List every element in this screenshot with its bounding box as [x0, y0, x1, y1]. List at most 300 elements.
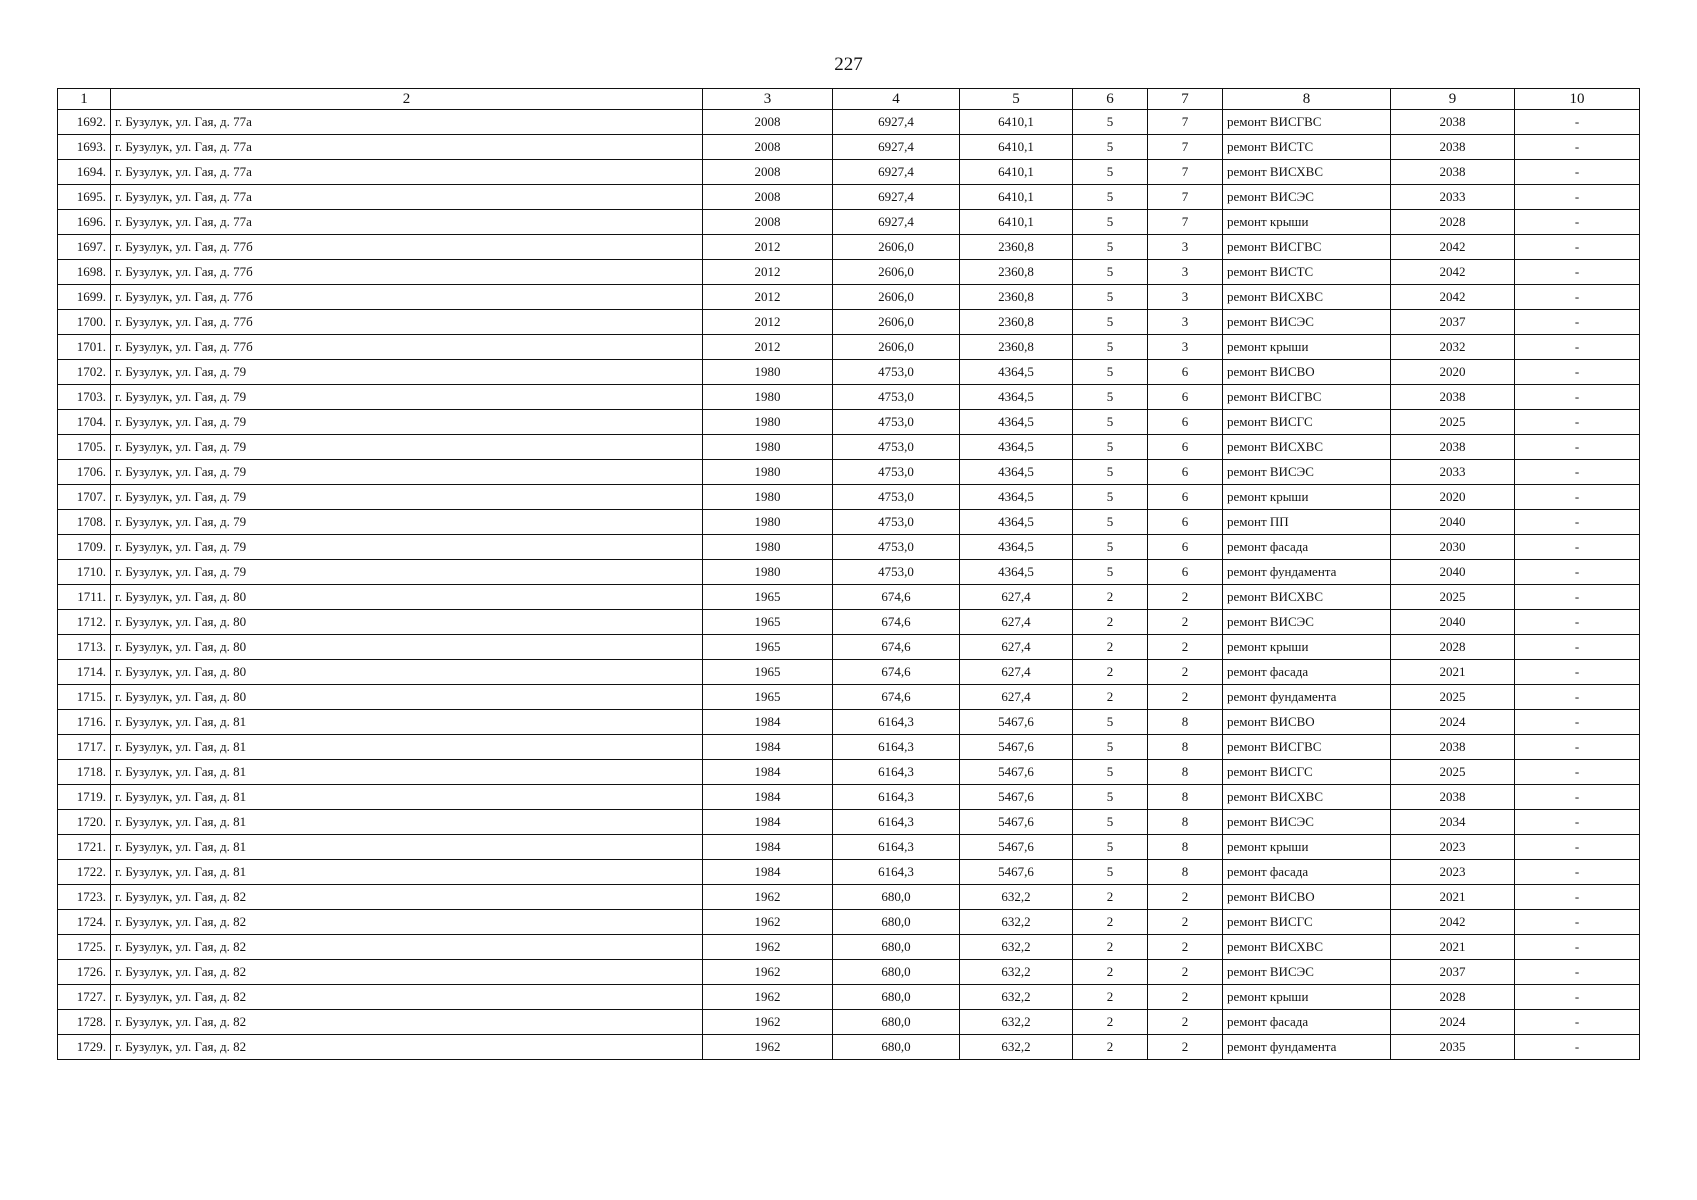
work-type-cell: ремонт ВИСВО	[1223, 885, 1391, 910]
table-row	[58, 785, 1640, 810]
row-number-cell: 1717.	[58, 735, 111, 760]
note-cell: -	[1515, 735, 1640, 760]
row-number-cell: 1713.	[58, 635, 111, 660]
address-cell: г. Бузулук, ул. Гая, д. 77б	[111, 310, 703, 335]
note-cell: -	[1515, 685, 1640, 710]
floors-cell: 2	[1073, 985, 1148, 1010]
year-cell: 2012	[703, 235, 833, 260]
table-row	[58, 660, 1640, 685]
table-row	[58, 985, 1640, 1010]
row-number-cell: 1711.	[58, 585, 111, 610]
total-area-cell: 6164,3	[833, 760, 960, 785]
row-number-cell: 1718.	[58, 760, 111, 785]
entrances-cell: 6	[1148, 460, 1223, 485]
year-cell: 2008	[703, 185, 833, 210]
table-row	[58, 760, 1640, 785]
table-row	[58, 810, 1640, 835]
address-cell: г. Бузулук, ул. Гая, д. 77а	[111, 185, 703, 210]
table-row	[58, 735, 1640, 760]
living-area-cell: 4364,5	[960, 435, 1073, 460]
address-cell: г. Бузулук, ул. Гая, д. 77а	[111, 210, 703, 235]
address-cell: г. Бузулук, ул. Гая, д. 79	[111, 510, 703, 535]
row-number-cell: 1728.	[58, 1010, 111, 1035]
floors-cell: 5	[1073, 160, 1148, 185]
living-area-cell: 632,2	[960, 985, 1073, 1010]
table-row	[58, 185, 1640, 210]
total-area-cell: 6164,3	[833, 785, 960, 810]
floors-cell: 5	[1073, 210, 1148, 235]
living-area-cell: 5467,6	[960, 835, 1073, 860]
table-row	[58, 385, 1640, 410]
total-area-cell: 674,6	[833, 585, 960, 610]
row-number-cell: 1694.	[58, 160, 111, 185]
planned-year-cell: 2038	[1391, 435, 1515, 460]
living-area-cell: 627,4	[960, 635, 1073, 660]
year-cell: 1980	[703, 485, 833, 510]
address-cell: г. Бузулук, ул. Гая, д. 77а	[111, 110, 703, 135]
work-type-cell: ремонт ВИСГВС	[1223, 735, 1391, 760]
planned-year-cell: 2033	[1391, 185, 1515, 210]
note-cell: -	[1515, 110, 1640, 135]
column-header-1: 1	[58, 89, 111, 110]
note-cell: -	[1515, 910, 1640, 935]
year-cell: 1962	[703, 1010, 833, 1035]
address-cell: г. Бузулук, ул. Гая, д. 80	[111, 685, 703, 710]
address-cell: г. Бузулук, ул. Гая, д. 82	[111, 1035, 703, 1060]
address-cell: г. Бузулук, ул. Гая, д. 81	[111, 760, 703, 785]
work-type-cell: ремонт ВИСГВС	[1223, 385, 1391, 410]
table-body	[58, 110, 1640, 1060]
table-row	[58, 885, 1640, 910]
living-area-cell: 5467,6	[960, 735, 1073, 760]
living-area-cell: 5467,6	[960, 860, 1073, 885]
table-row	[58, 935, 1640, 960]
table-row	[58, 1035, 1640, 1060]
year-cell: 1965	[703, 685, 833, 710]
planned-year-cell: 2028	[1391, 635, 1515, 660]
work-type-cell: ремонт ВИСГВС	[1223, 235, 1391, 260]
living-area-cell: 627,4	[960, 685, 1073, 710]
planned-year-cell: 2037	[1391, 960, 1515, 985]
row-number-cell: 1702.	[58, 360, 111, 385]
living-area-cell: 2360,8	[960, 260, 1073, 285]
planned-year-cell: 2042	[1391, 260, 1515, 285]
total-area-cell: 680,0	[833, 1035, 960, 1060]
work-type-cell: ремонт крыши	[1223, 635, 1391, 660]
total-area-cell: 2606,0	[833, 260, 960, 285]
work-type-cell: ремонт фасада	[1223, 860, 1391, 885]
entrances-cell: 6	[1148, 410, 1223, 435]
row-number-cell: 1696.	[58, 210, 111, 235]
year-cell: 1965	[703, 610, 833, 635]
column-header-2: 2	[111, 89, 703, 110]
row-number-cell: 1707.	[58, 485, 111, 510]
work-type-cell: ремонт ВИСХВС	[1223, 585, 1391, 610]
column-header-9: 9	[1391, 89, 1515, 110]
year-cell: 1980	[703, 460, 833, 485]
note-cell: -	[1515, 935, 1640, 960]
planned-year-cell: 2038	[1391, 110, 1515, 135]
floors-cell: 5	[1073, 810, 1148, 835]
note-cell: -	[1515, 585, 1640, 610]
work-type-cell: ремонт ВИСЭС	[1223, 810, 1391, 835]
living-area-cell: 5467,6	[960, 760, 1073, 785]
row-number-cell: 1708.	[58, 510, 111, 535]
total-area-cell: 674,6	[833, 635, 960, 660]
year-cell: 1965	[703, 660, 833, 685]
year-cell: 1962	[703, 985, 833, 1010]
total-area-cell: 6927,4	[833, 210, 960, 235]
planned-year-cell: 2038	[1391, 785, 1515, 810]
floors-cell: 2	[1073, 610, 1148, 635]
note-cell: -	[1515, 285, 1640, 310]
note-cell: -	[1515, 610, 1640, 635]
work-type-cell: ремонт крыши	[1223, 210, 1391, 235]
note-cell: -	[1515, 460, 1640, 485]
planned-year-cell: 2038	[1391, 135, 1515, 160]
page-number: 227	[834, 54, 863, 75]
planned-year-cell: 2021	[1391, 935, 1515, 960]
work-type-cell: ремонт ВИСЭС	[1223, 610, 1391, 635]
year-cell: 1962	[703, 960, 833, 985]
year-cell: 1965	[703, 585, 833, 610]
table-row	[58, 560, 1640, 585]
total-area-cell: 6927,4	[833, 135, 960, 160]
row-number-cell: 1703.	[58, 385, 111, 410]
work-type-cell: ремонт ВИСХВС	[1223, 435, 1391, 460]
total-area-cell: 6164,3	[833, 710, 960, 735]
address-cell: г. Бузулук, ул. Гая, д. 80	[111, 610, 703, 635]
total-area-cell: 680,0	[833, 960, 960, 985]
entrances-cell: 2	[1148, 585, 1223, 610]
total-area-cell: 4753,0	[833, 385, 960, 410]
entrances-cell: 2	[1148, 635, 1223, 660]
planned-year-cell: 2025	[1391, 760, 1515, 785]
planned-year-cell: 2028	[1391, 985, 1515, 1010]
row-number-cell: 1726.	[58, 960, 111, 985]
note-cell: -	[1515, 835, 1640, 860]
address-cell: г. Бузулук, ул. Гая, д. 79	[111, 385, 703, 410]
row-number-cell: 1699.	[58, 285, 111, 310]
address-cell: г. Бузулук, ул. Гая, д. 82	[111, 985, 703, 1010]
floors-cell: 2	[1073, 585, 1148, 610]
table-row	[58, 610, 1640, 635]
entrances-cell: 2	[1148, 935, 1223, 960]
year-cell: 1962	[703, 935, 833, 960]
planned-year-cell: 2025	[1391, 685, 1515, 710]
floors-cell: 5	[1073, 460, 1148, 485]
total-area-cell: 6927,4	[833, 160, 960, 185]
floors-cell: 5	[1073, 760, 1148, 785]
total-area-cell: 4753,0	[833, 410, 960, 435]
work-type-cell: ремонт фасада	[1223, 660, 1391, 685]
work-type-cell: ремонт фундамента	[1223, 1035, 1391, 1060]
address-cell: г. Бузулук, ул. Гая, д. 81	[111, 810, 703, 835]
year-cell: 2008	[703, 110, 833, 135]
total-area-cell: 674,6	[833, 660, 960, 685]
row-number-cell: 1729.	[58, 1035, 111, 1060]
row-number-cell: 1709.	[58, 535, 111, 560]
floors-cell: 2	[1073, 885, 1148, 910]
living-area-cell: 627,4	[960, 610, 1073, 635]
total-area-cell: 6164,3	[833, 810, 960, 835]
work-type-cell: ремонт ВИСТС	[1223, 135, 1391, 160]
entrances-cell: 2	[1148, 960, 1223, 985]
year-cell: 2008	[703, 210, 833, 235]
address-cell: г. Бузулук, ул. Гая, д. 81	[111, 735, 703, 760]
row-number-cell: 1720.	[58, 810, 111, 835]
note-cell: -	[1515, 260, 1640, 285]
note-cell: -	[1515, 985, 1640, 1010]
address-cell: г. Бузулук, ул. Гая, д. 77б	[111, 235, 703, 260]
floors-cell: 5	[1073, 835, 1148, 860]
address-cell: г. Бузулук, ул. Гая, д. 77б	[111, 335, 703, 360]
column-header-7: 7	[1148, 89, 1223, 110]
note-cell: -	[1515, 660, 1640, 685]
entrances-cell: 6	[1148, 360, 1223, 385]
total-area-cell: 2606,0	[833, 235, 960, 260]
row-number-cell: 1704.	[58, 410, 111, 435]
row-number-cell: 1719.	[58, 785, 111, 810]
table-row	[58, 360, 1640, 385]
note-cell: -	[1515, 360, 1640, 385]
year-cell: 2008	[703, 160, 833, 185]
address-cell: г. Бузулук, ул. Гая, д. 80	[111, 660, 703, 685]
entrances-cell: 2	[1148, 685, 1223, 710]
living-area-cell: 4364,5	[960, 410, 1073, 435]
planned-year-cell: 2023	[1391, 860, 1515, 885]
year-cell: 1984	[703, 835, 833, 860]
year-cell: 1962	[703, 910, 833, 935]
note-cell: -	[1515, 385, 1640, 410]
table-row	[58, 110, 1640, 135]
year-cell: 1980	[703, 535, 833, 560]
total-area-cell: 680,0	[833, 935, 960, 960]
note-cell: -	[1515, 960, 1640, 985]
planned-year-cell: 2035	[1391, 1035, 1515, 1060]
column-header-8: 8	[1223, 89, 1391, 110]
year-cell: 1980	[703, 560, 833, 585]
address-cell: г. Бузулук, ул. Гая, д. 77а	[111, 160, 703, 185]
floors-cell: 5	[1073, 510, 1148, 535]
entrances-cell: 6	[1148, 560, 1223, 585]
living-area-cell: 6410,1	[960, 160, 1073, 185]
planned-year-cell: 2020	[1391, 485, 1515, 510]
planned-year-cell: 2040	[1391, 610, 1515, 635]
address-cell: г. Бузулук, ул. Гая, д. 82	[111, 935, 703, 960]
note-cell: -	[1515, 160, 1640, 185]
work-type-cell: ремонт ВИСЭС	[1223, 310, 1391, 335]
row-number-cell: 1701.	[58, 335, 111, 360]
address-cell: г. Бузулук, ул. Гая, д. 82	[111, 910, 703, 935]
work-type-cell: ремонт ВИСВО	[1223, 710, 1391, 735]
row-number-cell: 1698.	[58, 260, 111, 285]
note-cell: -	[1515, 710, 1640, 735]
living-area-cell: 632,2	[960, 1035, 1073, 1060]
total-area-cell: 2606,0	[833, 285, 960, 310]
total-area-cell: 4753,0	[833, 360, 960, 385]
table-row	[58, 510, 1640, 535]
address-cell: г. Бузулук, ул. Гая, д. 79	[111, 460, 703, 485]
note-cell: -	[1515, 635, 1640, 660]
total-area-cell: 4753,0	[833, 460, 960, 485]
entrances-cell: 6	[1148, 535, 1223, 560]
table-row	[58, 310, 1640, 335]
table-row	[58, 835, 1640, 860]
row-number-cell: 1725.	[58, 935, 111, 960]
year-cell: 1984	[703, 760, 833, 785]
note-cell: -	[1515, 885, 1640, 910]
note-cell: -	[1515, 310, 1640, 335]
entrances-cell: 6	[1148, 385, 1223, 410]
living-area-cell: 4364,5	[960, 535, 1073, 560]
address-cell: г. Бузулук, ул. Гая, д. 79	[111, 435, 703, 460]
address-cell: г. Бузулук, ул. Гая, д. 81	[111, 785, 703, 810]
living-area-cell: 2360,8	[960, 235, 1073, 260]
row-number-cell: 1712.	[58, 610, 111, 635]
note-cell: -	[1515, 760, 1640, 785]
floors-cell: 2	[1073, 1010, 1148, 1035]
living-area-cell: 632,2	[960, 885, 1073, 910]
floors-cell: 2	[1073, 1035, 1148, 1060]
work-type-cell: ремонт ПП	[1223, 510, 1391, 535]
address-cell: г. Бузулук, ул. Гая, д. 80	[111, 635, 703, 660]
floors-cell: 5	[1073, 435, 1148, 460]
total-area-cell: 674,6	[833, 610, 960, 635]
planned-year-cell: 2040	[1391, 510, 1515, 535]
planned-year-cell: 2024	[1391, 710, 1515, 735]
planned-year-cell: 2025	[1391, 585, 1515, 610]
column-header-5: 5	[960, 89, 1073, 110]
row-number-cell: 1724.	[58, 910, 111, 935]
total-area-cell: 2606,0	[833, 335, 960, 360]
table-row	[58, 335, 1640, 360]
planned-year-cell: 2038	[1391, 385, 1515, 410]
header-row	[58, 89, 1640, 110]
note-cell: -	[1515, 860, 1640, 885]
column-header-10: 10	[1515, 89, 1640, 110]
year-cell: 1965	[703, 635, 833, 660]
address-cell: г. Бузулук, ул. Гая, д. 82	[111, 960, 703, 985]
work-type-cell: ремонт ВИСГС	[1223, 760, 1391, 785]
table-row	[58, 585, 1640, 610]
work-type-cell: ремонт ВИСТС	[1223, 260, 1391, 285]
living-area-cell: 4364,5	[960, 485, 1073, 510]
row-number-cell: 1715.	[58, 685, 111, 710]
note-cell: -	[1515, 810, 1640, 835]
table-row	[58, 210, 1640, 235]
work-type-cell: ремонт ВИСЭС	[1223, 460, 1391, 485]
table-row	[58, 1010, 1640, 1035]
total-area-cell: 4753,0	[833, 435, 960, 460]
floors-cell: 2	[1073, 635, 1148, 660]
year-cell: 1980	[703, 410, 833, 435]
address-cell: г. Бузулук, ул. Гая, д. 81	[111, 710, 703, 735]
year-cell: 1980	[703, 510, 833, 535]
floors-cell: 2	[1073, 960, 1148, 985]
year-cell: 2012	[703, 335, 833, 360]
column-header-4: 4	[833, 89, 960, 110]
year-cell: 1980	[703, 385, 833, 410]
floors-cell: 5	[1073, 410, 1148, 435]
total-area-cell: 6927,4	[833, 110, 960, 135]
entrances-cell: 8	[1148, 785, 1223, 810]
entrances-cell: 2	[1148, 910, 1223, 935]
work-type-cell: ремонт фундамента	[1223, 685, 1391, 710]
planned-year-cell: 2030	[1391, 535, 1515, 560]
year-cell: 1984	[703, 710, 833, 735]
year-cell: 1962	[703, 1035, 833, 1060]
address-cell: г. Бузулук, ул. Гая, д. 81	[111, 835, 703, 860]
total-area-cell: 4753,0	[833, 535, 960, 560]
table-row	[58, 685, 1640, 710]
planned-year-cell: 2021	[1391, 660, 1515, 685]
note-cell: -	[1515, 410, 1640, 435]
work-type-cell: ремонт крыши	[1223, 335, 1391, 360]
entrances-cell: 3	[1148, 335, 1223, 360]
planned-year-cell: 2037	[1391, 310, 1515, 335]
living-area-cell: 2360,8	[960, 310, 1073, 335]
note-cell: -	[1515, 210, 1640, 235]
row-number-cell: 1697.	[58, 235, 111, 260]
note-cell: -	[1515, 535, 1640, 560]
floors-cell: 5	[1073, 185, 1148, 210]
floors-cell: 5	[1073, 385, 1148, 410]
living-area-cell: 627,4	[960, 585, 1073, 610]
planned-year-cell: 2020	[1391, 360, 1515, 385]
row-number-cell: 1692.	[58, 110, 111, 135]
row-number-cell: 1706.	[58, 460, 111, 485]
note-cell: -	[1515, 435, 1640, 460]
total-area-cell: 680,0	[833, 910, 960, 935]
repair-schedule-table	[57, 88, 1640, 1060]
entrances-cell: 8	[1148, 710, 1223, 735]
floors-cell: 5	[1073, 735, 1148, 760]
work-type-cell: ремонт ВИСХВС	[1223, 935, 1391, 960]
year-cell: 1962	[703, 885, 833, 910]
living-area-cell: 632,2	[960, 960, 1073, 985]
year-cell: 1984	[703, 785, 833, 810]
work-type-cell: ремонт ВИСГС	[1223, 910, 1391, 935]
floors-cell: 5	[1073, 535, 1148, 560]
floors-cell: 5	[1073, 710, 1148, 735]
table-row	[58, 860, 1640, 885]
planned-year-cell: 2033	[1391, 460, 1515, 485]
work-type-cell: ремонт фасада	[1223, 535, 1391, 560]
note-cell: -	[1515, 1035, 1640, 1060]
total-area-cell: 680,0	[833, 985, 960, 1010]
living-area-cell: 2360,8	[960, 285, 1073, 310]
row-number-cell: 1721.	[58, 835, 111, 860]
row-number-cell: 1723.	[58, 885, 111, 910]
entrances-cell: 7	[1148, 160, 1223, 185]
planned-year-cell: 2032	[1391, 335, 1515, 360]
entrances-cell: 8	[1148, 810, 1223, 835]
row-number-cell: 1716.	[58, 710, 111, 735]
entrances-cell: 6	[1148, 485, 1223, 510]
row-number-cell: 1710.	[58, 560, 111, 585]
note-cell: -	[1515, 785, 1640, 810]
note-cell: -	[1515, 235, 1640, 260]
living-area-cell: 632,2	[960, 910, 1073, 935]
work-type-cell: ремонт ВИСЭС	[1223, 185, 1391, 210]
year-cell: 2008	[703, 135, 833, 160]
planned-year-cell: 2038	[1391, 160, 1515, 185]
table-row	[58, 235, 1640, 260]
living-area-cell: 4364,5	[960, 510, 1073, 535]
work-type-cell: ремонт фундамента	[1223, 560, 1391, 585]
floors-cell: 2	[1073, 910, 1148, 935]
